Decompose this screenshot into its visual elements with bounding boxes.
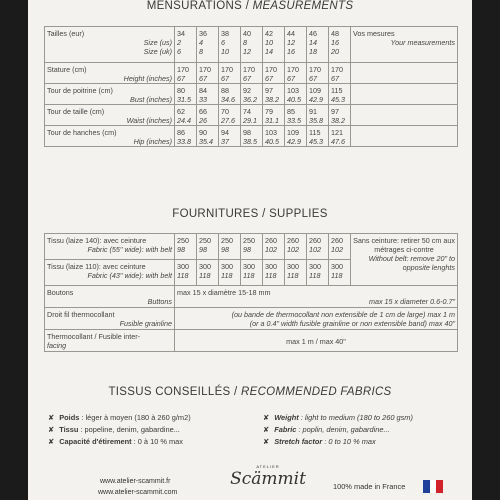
value-in: 29.1 — [243, 116, 257, 125]
fabric-110-cell — [285, 260, 307, 286]
measurement-cell — [285, 63, 307, 84]
value-cm: 103 — [287, 86, 299, 95]
measurements-title — [28, 0, 472, 12]
fabric-item-fr — [48, 436, 183, 448]
size-us: 16 — [331, 38, 339, 47]
value-in: 45.3 — [331, 95, 345, 104]
size-uk: 12 — [243, 47, 251, 56]
value-in: 31.5 — [177, 95, 191, 104]
fabric-140-cm: 260 — [331, 236, 343, 245]
size-uk: 20 — [331, 47, 339, 56]
france-flag-icon — [423, 480, 443, 493]
size-eur: 44 — [287, 29, 295, 38]
cross-icon: ✘ — [48, 425, 55, 434]
value-cm: 97 — [331, 107, 339, 116]
size-cell — [307, 27, 329, 63]
size-us: 12 — [287, 38, 295, 47]
size-us: 6 — [221, 38, 225, 47]
fabric-key: Poids — [59, 413, 80, 422]
value-cm: 94 — [221, 128, 229, 137]
fabric-110-in: 118 — [243, 271, 255, 280]
grainline-label-en: Fusible grainline — [119, 319, 172, 328]
fabric-140-cell — [329, 234, 351, 260]
buttons-value-en: max 15 x diameter 0.6-0.7" — [368, 297, 455, 306]
measurement-row — [45, 84, 458, 105]
measurement-cell — [307, 84, 329, 105]
size-cell — [285, 27, 307, 63]
fabric-key: Fabric — [274, 425, 297, 434]
size-us: 8 — [243, 38, 247, 47]
cross-icon: ✘ — [263, 425, 270, 434]
fabric-key: Weight — [274, 413, 299, 422]
value-in: 42.9 — [287, 137, 301, 146]
buttons-label-cell — [45, 286, 175, 308]
fabric-140-in: 98 — [177, 245, 185, 254]
fabric-110-label: Tissu (laize 110): avec ceinture — [47, 262, 146, 271]
value-cm: 80 — [177, 86, 185, 95]
value-cm: 170 — [265, 65, 277, 74]
fabric-110-in: 118 — [287, 271, 299, 280]
measurement-cell — [241, 105, 263, 126]
measurement-cell — [197, 105, 219, 126]
size-cell — [219, 27, 241, 63]
fabric-110-in: 118 — [177, 271, 189, 280]
flag-stripe-white — [430, 480, 437, 493]
fabric-110-cell — [219, 260, 241, 286]
fabric-140-in: 102 — [309, 245, 321, 254]
measurement-name-fr: Tour de poitrine (cm) — [47, 86, 113, 95]
fabric-110-label-cell — [45, 260, 175, 286]
fabric-140-cell — [175, 234, 197, 260]
your-measurement-input-cell — [351, 63, 458, 84]
value-in: 67 — [199, 74, 207, 83]
grainline-value-en: (or a 0.4" width fusible grainline or non extensible band) max 40" — [249, 319, 455, 328]
measurement-cell — [263, 126, 285, 147]
measurement-cell — [329, 105, 351, 126]
size-us: 10 — [265, 38, 273, 47]
value-in: 67 — [287, 74, 295, 83]
value-cm: 85 — [287, 107, 295, 116]
buttons-value-cell — [175, 286, 458, 308]
fabrics-title — [28, 386, 472, 398]
fabrics-title-en: RECOMMENDED FABRICS — [241, 386, 392, 398]
measurement-cell — [197, 63, 219, 84]
value-cm: 62 — [177, 107, 185, 116]
fabric-key: Capacité d'étirement — [59, 437, 132, 446]
your-measurements-cell — [351, 27, 458, 63]
measurements-title-fr: MENSURATIONS / — [146, 0, 250, 12]
fabric-110-cell — [197, 260, 219, 286]
interfacing-label: Thermocollant / Fusible inter- — [47, 332, 141, 341]
fabric-55-label: Fabric (55" wide): with belt — [87, 245, 172, 254]
value-in: 35.4 — [199, 137, 213, 146]
fabric-140-cell — [307, 234, 329, 260]
value-in: 67 — [265, 74, 273, 83]
value-cm: 91 — [309, 107, 317, 116]
fabrics-title-fr: TISSUS CONSEILLÉS / — [108, 386, 238, 398]
fabric-140-cell — [219, 234, 241, 260]
buttons-label: Boutons — [47, 288, 74, 297]
size-us: 14 — [309, 38, 317, 47]
measurements-table — [44, 26, 458, 147]
cross-icon: ✘ — [48, 413, 55, 422]
interfacing-label-en: facing — [47, 341, 67, 350]
fabric-140-cm: 250 — [199, 236, 211, 245]
measurement-cell — [263, 63, 285, 84]
size-label-cell — [45, 27, 175, 63]
fabric-text: : léger à moyen (180 à 260 g/m2) — [79, 413, 191, 422]
size-cell — [263, 27, 285, 63]
size-eur: 48 — [331, 29, 339, 38]
measurement-label-cell — [45, 63, 175, 84]
interfacing-value: max 1 m / max 40" — [286, 337, 346, 346]
logo-small-text: ATELIER — [256, 464, 280, 469]
fabric-140-in: 102 — [287, 245, 299, 254]
grainline-value: (ou bande de thermocollant non extensible de 1 cm de large) max 1 m — [231, 310, 455, 319]
size-eur: 46 — [309, 29, 317, 38]
supplies-title: FOURNITURES / SUPPLIES — [172, 208, 328, 220]
value-cm: 115 — [309, 128, 321, 137]
fabric-140-cm: 260 — [287, 236, 299, 245]
value-cm: 109 — [309, 86, 321, 95]
fabric-140-label-cell — [45, 234, 175, 260]
value-in: 27.6 — [221, 116, 235, 125]
value-cm: 97 — [265, 86, 273, 95]
cross-icon: ✘ — [48, 437, 55, 446]
grainline-label: Droit fil thermocollant — [47, 310, 115, 319]
measurement-label-cell — [45, 84, 175, 105]
measurement-cell — [263, 105, 285, 126]
measurement-row — [45, 63, 458, 84]
fabric-140-cm: 260 — [309, 236, 321, 245]
fabric-text: : 0 to 10 % max — [322, 437, 376, 446]
value-cm: 170 — [287, 65, 299, 74]
value-in: 36.2 — [243, 95, 257, 104]
fabric-item-en — [263, 436, 376, 448]
your-measurements-label: Your measurements — [390, 38, 455, 47]
fabric-110-cm: 300 — [265, 262, 277, 271]
measurement-cell — [175, 84, 197, 105]
measurement-cell — [219, 126, 241, 147]
your-measurement-input-cell — [351, 84, 458, 105]
fabric-140-in: 98 — [243, 245, 251, 254]
value-cm: 170 — [309, 65, 321, 74]
fabric-140-cell — [285, 234, 307, 260]
measurement-name-en: Waist (inches) — [126, 116, 172, 125]
fabric-140-row — [45, 234, 458, 260]
measurement-label-cell — [45, 126, 175, 147]
flag-stripe-blue — [423, 480, 430, 493]
grainline-label-cell — [45, 308, 175, 330]
fabric-item-fr — [48, 424, 180, 436]
grainline-row — [45, 308, 458, 330]
value-cm: 92 — [243, 86, 251, 95]
supplies-table — [44, 233, 458, 352]
measurement-cell — [285, 84, 307, 105]
size-row — [45, 27, 458, 63]
value-in: 34.6 — [221, 95, 235, 104]
fabric-item-fr — [48, 412, 191, 424]
value-in: 47.6 — [331, 137, 345, 146]
value-in: 40.5 — [265, 137, 279, 146]
fabric-text: : popeline, denim, gabardine... — [78, 425, 180, 434]
fabric-key: Tissu — [59, 425, 79, 434]
measurement-cell — [241, 63, 263, 84]
fabric-item-en — [263, 424, 390, 436]
fabric-140-cell — [263, 234, 285, 260]
measurement-row — [45, 126, 458, 147]
fabric-110-in: 118 — [265, 271, 277, 280]
your-measures-label: Vos mesures — [353, 29, 395, 38]
fabric-110-in: 118 — [309, 271, 321, 280]
value-in: 37 — [221, 137, 229, 146]
measurement-row — [45, 105, 458, 126]
fabric-140-cm: 250 — [221, 236, 233, 245]
value-in: 38.2 — [265, 95, 279, 104]
size-eur: 38 — [221, 29, 229, 38]
fabric-110-cm: 300 — [177, 262, 189, 271]
fabric-110-cm: 300 — [221, 262, 233, 271]
measurement-cell — [329, 63, 351, 84]
value-cm: 79 — [265, 107, 273, 116]
measurement-name-en: Height (inches) — [123, 74, 172, 83]
fabric-140-cm: 250 — [177, 236, 189, 245]
value-in: 31.1 — [265, 116, 279, 125]
value-cm: 170 — [177, 65, 189, 74]
your-measurement-input-cell — [351, 105, 458, 126]
value-in: 67 — [309, 74, 317, 83]
fabric-110-cm: 300 — [199, 262, 211, 271]
value-cm: 66 — [199, 107, 207, 116]
measurement-cell — [197, 126, 219, 147]
fabric-110-cm: 300 — [243, 262, 255, 271]
measurement-cell — [285, 126, 307, 147]
size-us-label: Size (us) — [143, 38, 172, 47]
value-cm: 84 — [199, 86, 207, 95]
no-belt-note-cell — [351, 234, 458, 286]
measurement-cell — [285, 105, 307, 126]
value-cm: 70 — [221, 107, 229, 116]
measurement-cell — [329, 84, 351, 105]
value-in: 67 — [177, 74, 185, 83]
value-in: 33.5 — [287, 116, 301, 125]
measurement-cell — [175, 126, 197, 147]
measurement-name-en: Bust (inches) — [130, 95, 172, 104]
measurement-cell — [175, 105, 197, 126]
measurement-cell — [241, 126, 263, 147]
interfacing-label-cell — [45, 330, 175, 352]
value-cm: 86 — [177, 128, 185, 137]
value-cm: 74 — [243, 107, 251, 116]
value-in: 33 — [199, 95, 207, 104]
fabric-110-in: 118 — [221, 271, 233, 280]
value-in: 35.8 — [309, 116, 323, 125]
value-in: 67 — [243, 74, 251, 83]
fabric-110-cell — [241, 260, 263, 286]
value-in: 67 — [221, 74, 229, 83]
size-cell — [329, 27, 351, 63]
value-cm: 170 — [221, 65, 233, 74]
measurement-cell — [219, 105, 241, 126]
fabric-110-in: 118 — [331, 271, 343, 280]
value-in: 24.4 — [177, 116, 191, 125]
fabric-110-in: 118 — [199, 271, 211, 280]
fabric-110-cm: 300 — [309, 262, 321, 271]
pattern-envelope-back — [28, 0, 472, 500]
size-eur: 40 — [243, 29, 251, 38]
brand-logo — [228, 464, 308, 489]
size-uk: 14 — [265, 47, 273, 56]
fabric-140-label: Tissu (laize 140): avec ceinture — [47, 236, 147, 245]
fabric-110-cell — [175, 260, 197, 286]
value-in: 38.5 — [243, 137, 257, 146]
measurements-title-en: MEASUREMENTS — [252, 0, 354, 12]
fabric-43-label: Fabric (43" wide): with belt — [87, 271, 172, 280]
value-cm: 98 — [243, 128, 251, 137]
measurement-cell — [307, 63, 329, 84]
measurement-cell — [175, 63, 197, 84]
fabric-140-cm: 260 — [265, 236, 277, 245]
value-in: 38.2 — [331, 116, 345, 125]
size-us: 2 — [177, 38, 181, 47]
size-cell — [241, 27, 263, 63]
size-uk: 10 — [221, 47, 229, 56]
size-eur: 34 — [177, 29, 185, 38]
buttons-value: max 15 x diamètre 15-18 mm — [177, 288, 271, 297]
measurement-cell — [241, 84, 263, 105]
value-cm: 109 — [287, 128, 299, 137]
value-in: 26 — [199, 116, 207, 125]
size-eur-label: Tailles (eur) — [47, 29, 85, 38]
buttons-row — [45, 286, 458, 308]
size-uk-label: Size (uk) — [143, 47, 172, 56]
value-cm: 121 — [331, 128, 343, 137]
logo-wordmark: Scämmit — [230, 469, 306, 489]
value-in: 45.3 — [309, 137, 323, 146]
fabric-text: : light to medium (180 to 260 gsm) — [298, 413, 413, 422]
size-uk: 6 — [177, 47, 181, 56]
no-belt-note: Sans ceinture: retirer 50 cm aux métrages ci-contre — [353, 236, 455, 254]
no-belt-note-en: Without belt: remove 20" to opposite lenghts — [368, 254, 455, 272]
value-in: 40.5 — [287, 95, 301, 104]
size-uk: 8 — [199, 47, 203, 56]
fabric-110-cell — [329, 260, 351, 286]
size-eur: 36 — [199, 29, 207, 38]
value-cm: 115 — [331, 86, 343, 95]
made-in-france: 100% made in France — [333, 482, 406, 491]
value-cm: 170 — [199, 65, 211, 74]
measurement-name-fr: Stature (cm) — [47, 65, 87, 74]
value-cm: 170 — [243, 65, 255, 74]
interfacing-value-cell — [175, 330, 458, 352]
size-uk: 16 — [287, 47, 295, 56]
value-cm: 103 — [265, 128, 277, 137]
fabric-key: Stretch factor — [274, 437, 323, 446]
measurement-cell — [307, 126, 329, 147]
flag-stripe-red — [436, 480, 443, 493]
size-cell — [197, 27, 219, 63]
measurement-cell — [197, 84, 219, 105]
cross-icon: ✘ — [263, 437, 270, 446]
website-com: www.atelier-scammit.com — [98, 489, 178, 496]
measurement-cell — [263, 84, 285, 105]
measurement-cell — [219, 84, 241, 105]
fabric-110-cell — [263, 260, 285, 286]
size-us: 4 — [199, 38, 203, 47]
fabric-140-in: 102 — [265, 245, 277, 254]
size-eur: 42 — [265, 29, 273, 38]
fabric-110-cm: 300 — [331, 262, 343, 271]
size-cell — [175, 27, 197, 63]
fabric-110-cm: 300 — [287, 262, 299, 271]
value-cm: 90 — [199, 128, 207, 137]
fabric-140-in: 102 — [331, 245, 343, 254]
grainline-value-cell — [175, 308, 458, 330]
measurement-cell — [219, 63, 241, 84]
fabric-140-cm: 250 — [243, 236, 255, 245]
website-fr: www.atelier-scammit.fr — [100, 478, 171, 485]
fabric-140-cell — [241, 234, 263, 260]
measurement-name-fr: Tour de taille (cm) — [47, 107, 105, 116]
measurement-name-en: Hip (inches) — [133, 137, 172, 146]
your-measurement-input-cell — [351, 126, 458, 147]
value-in: 42.9 — [309, 95, 323, 104]
cross-icon: ✘ — [263, 413, 270, 422]
value-in: 67 — [331, 74, 339, 83]
value-cm: 170 — [331, 65, 343, 74]
value-in: 33.8 — [177, 137, 191, 146]
interfacing-row — [45, 330, 458, 352]
fabric-140-in: 98 — [199, 245, 207, 254]
fabric-140-cell — [197, 234, 219, 260]
buttons-label-en: Buttons — [147, 297, 172, 306]
measurement-cell — [329, 126, 351, 147]
measurement-cell — [307, 105, 329, 126]
measurement-name-fr: Tour de hanches (cm) — [47, 128, 117, 137]
value-cm: 88 — [221, 86, 229, 95]
fabric-text: : poplin, denim, gabardine... — [296, 425, 390, 434]
fabric-140-in: 98 — [221, 245, 229, 254]
fabric-110-cell — [307, 260, 329, 286]
size-uk: 18 — [309, 47, 317, 56]
measurement-label-cell — [45, 105, 175, 126]
fabric-text: : 0 à 10 % max — [131, 437, 183, 446]
fabric-item-en — [263, 412, 413, 424]
